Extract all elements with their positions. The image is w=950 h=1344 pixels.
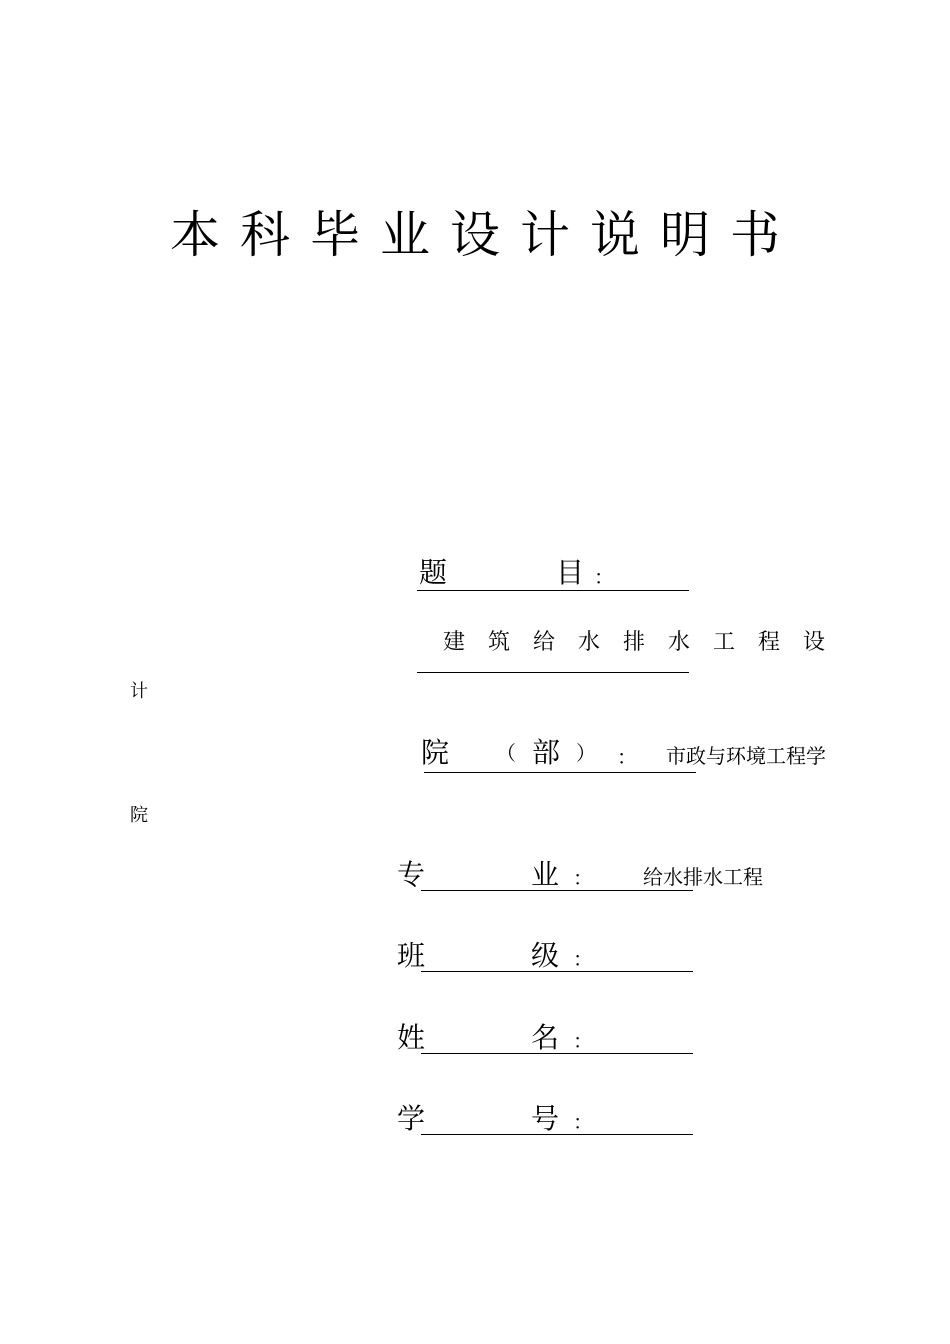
topic-label-first: 题 <box>419 556 448 589</box>
student-id-underline <box>421 1134 693 1135</box>
college-value-wrap: 院 <box>130 805 148 826</box>
topic-value-char: 排 <box>623 630 646 655</box>
class-colon: ： <box>573 947 593 971</box>
topic-colon: ： <box>594 565 614 589</box>
major-label-first: 专 <box>397 858 426 891</box>
college-label-first: 院 <box>421 736 450 769</box>
college-underline <box>424 772 696 773</box>
topic-value-wrap: 计 <box>130 681 148 702</box>
college-label-mid: 部 <box>532 736 561 769</box>
student-id-label-first: 学 <box>397 1102 426 1135</box>
topic-value-char: 建 <box>443 630 466 655</box>
college-paren-close: ） <box>576 741 596 765</box>
topic-value-char: 给 <box>533 630 556 655</box>
topic-value-char: 水 <box>668 630 691 655</box>
name-label-second: 名 <box>531 1021 560 1054</box>
college-paren-open: （ <box>496 741 516 765</box>
major-label-second: 业 <box>531 858 560 891</box>
major-value: 给水排水工程 <box>643 865 763 889</box>
major-colon: ： <box>573 866 593 890</box>
name-underline <box>421 1053 693 1054</box>
major-underline <box>421 890 693 891</box>
class-underline <box>421 971 693 972</box>
college-value: 市政与环境工程学 <box>666 744 826 768</box>
topic-underline <box>417 590 689 591</box>
page-title: 本科毕业设计说明书 <box>170 206 800 264</box>
topic-value-char: 设 <box>803 630 826 655</box>
topic-value <box>443 630 848 656</box>
name-label-first: 姓 <box>397 1021 426 1054</box>
topic-value-char: 程 <box>758 630 781 655</box>
topic-value-char: 水 <box>578 630 601 655</box>
topic-value-char: 工 <box>713 630 736 655</box>
topic-value-char: 筑 <box>488 630 511 655</box>
topic-label-second: 目 <box>556 556 585 589</box>
topic-value-underline <box>417 672 689 673</box>
class-label-first: 班 <box>397 939 426 972</box>
class-label-second: 级 <box>531 939 560 972</box>
name-colon: ： <box>573 1029 593 1053</box>
student-id-label-second: 号 <box>531 1102 560 1135</box>
college-colon: ： <box>617 745 637 769</box>
student-id-colon: ： <box>573 1110 593 1134</box>
